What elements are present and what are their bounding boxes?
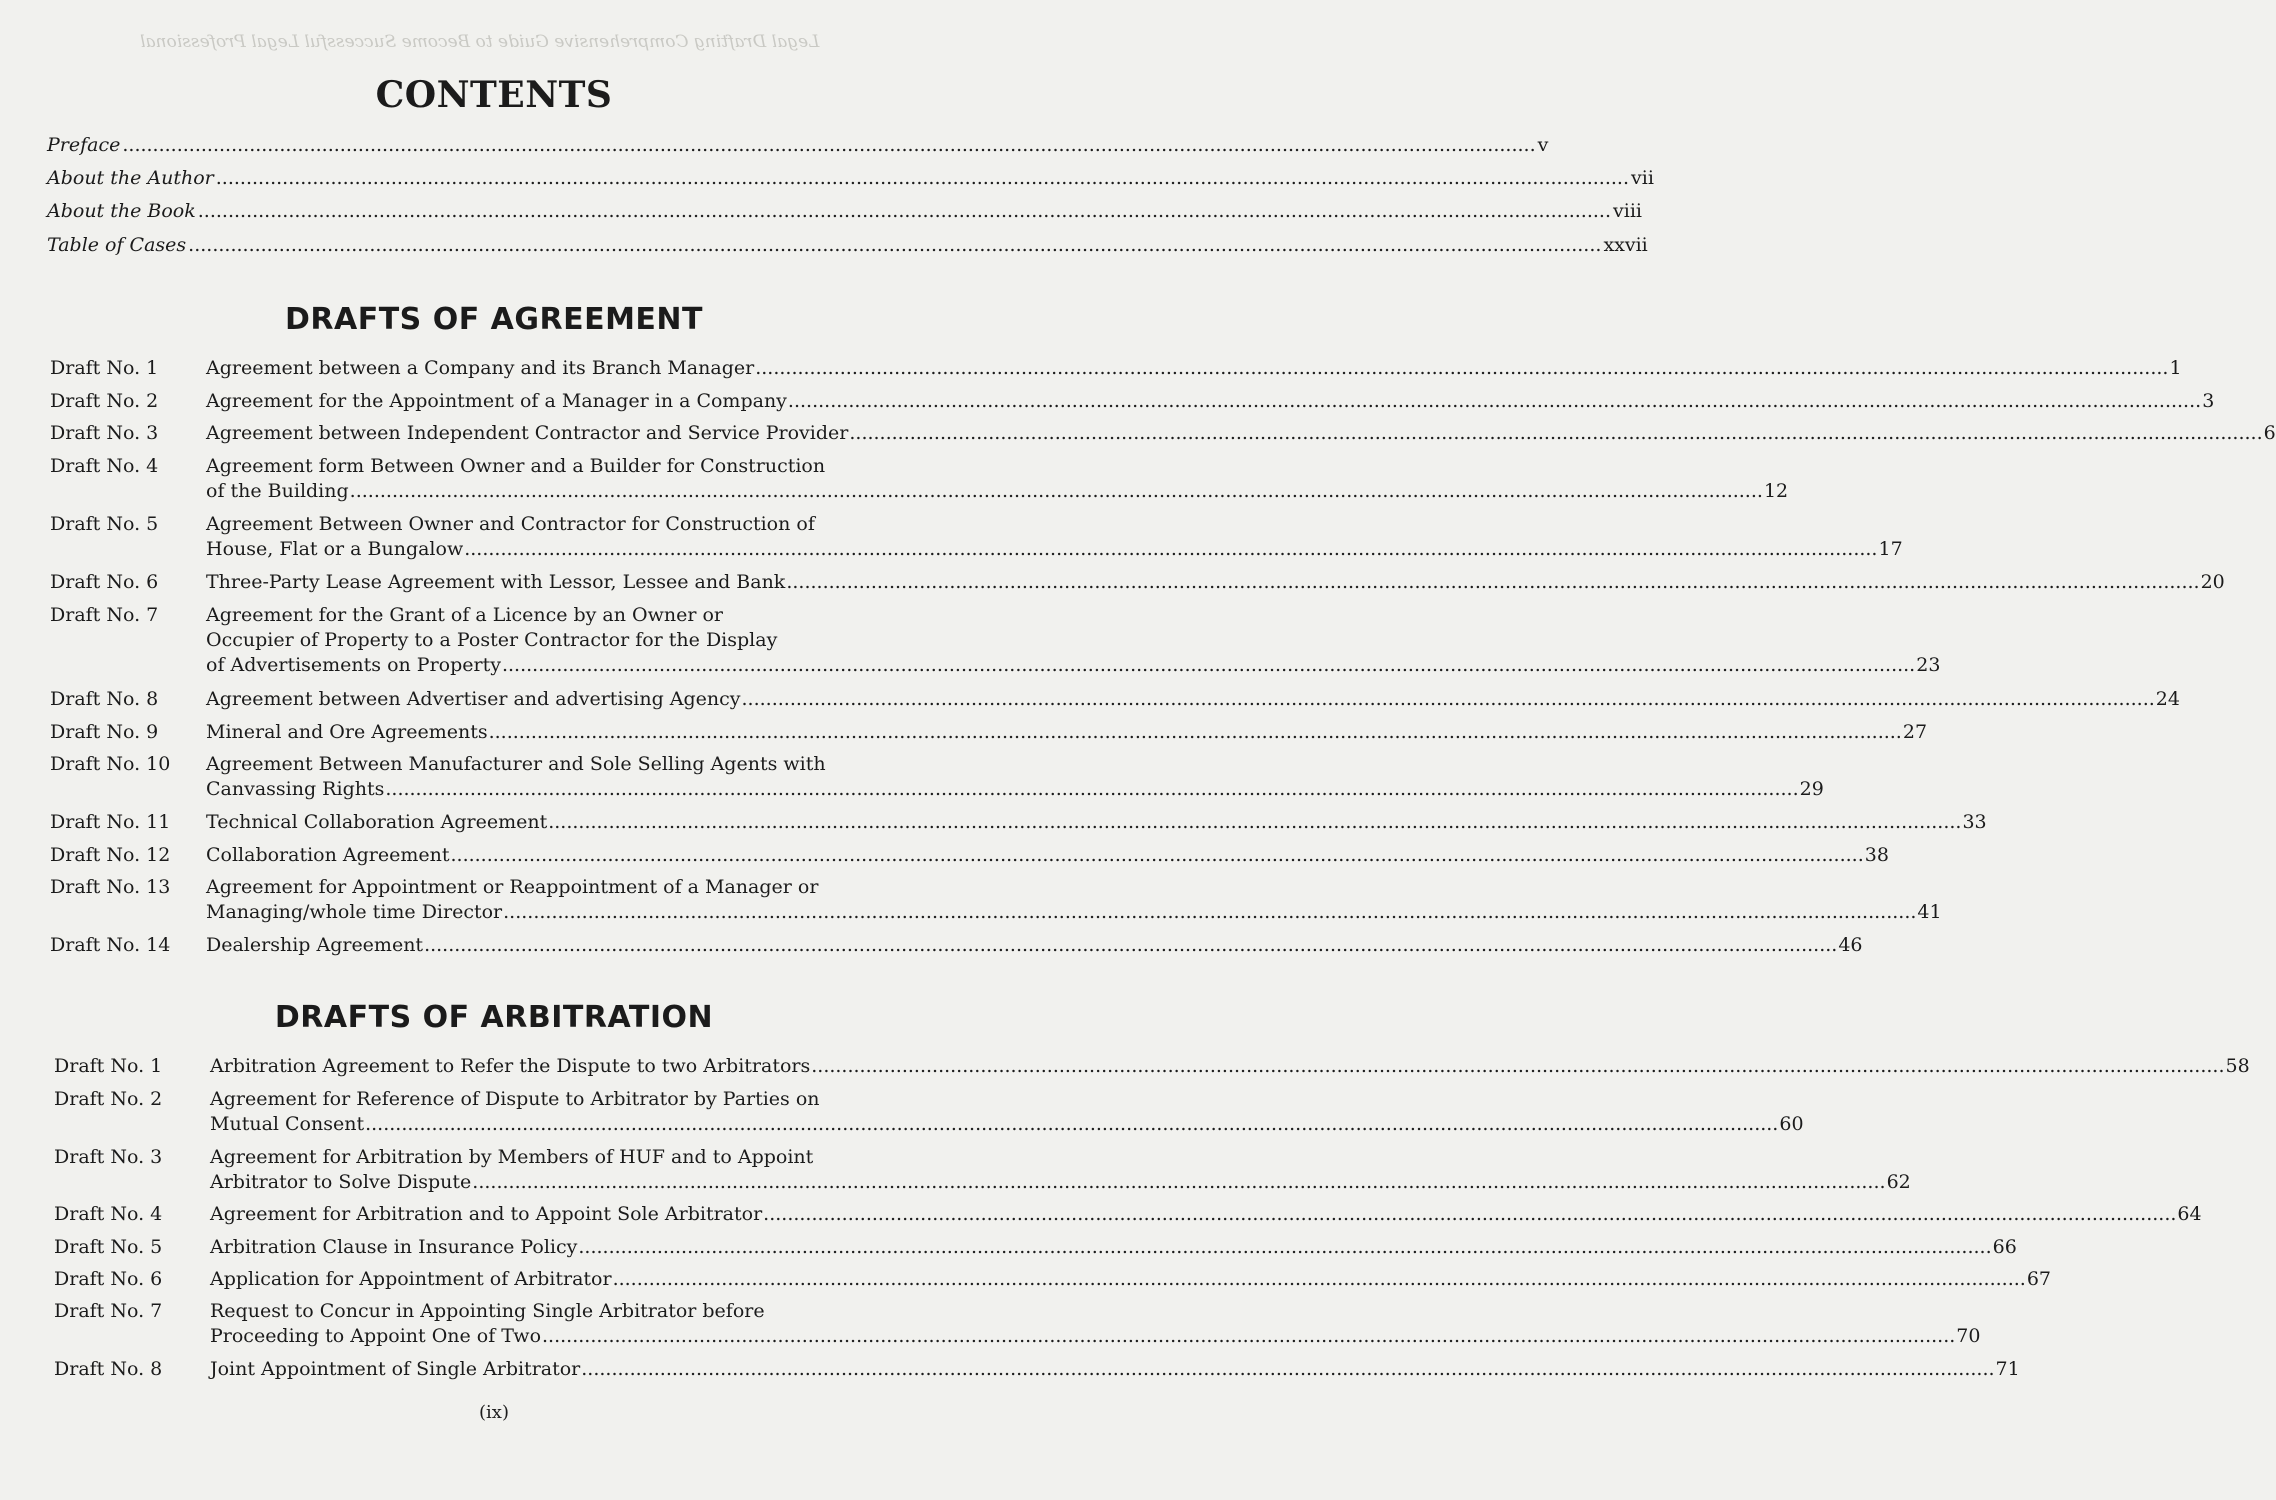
draft-title-line: [206, 687, 2180, 712]
page-title: CONTENTS: [375, 74, 613, 116]
dot-leader: [755, 356, 2168, 381]
draft-title-line: [210, 1145, 1911, 1170]
draft-page: 12: [1763, 480, 1789, 502]
draft-page: 17: [1878, 538, 1903, 560]
toc-entry: [50, 875, 1942, 925]
draft-number: Draft No. 4: [50, 455, 159, 477]
front-matter-label: About the Book: [47, 200, 196, 222]
draft-number: Draft No. 8: [54, 1358, 163, 1380]
draft-title-line: [210, 1324, 1980, 1349]
toc-entry: [50, 421, 2276, 446]
draft-title-text: Agreement for the Grant of a Licence by an Owner or: [206, 604, 723, 626]
draft-title-line: [206, 454, 1788, 479]
draft-title-text: Joint Appointment of Single Arbitrator: [210, 1358, 581, 1380]
dot-leader: [542, 1324, 1955, 1349]
bleed-through-header: Legal Drafting Comprehensive Guide to Become Successful Legal Professional: [140, 32, 820, 52]
draft-title-text: Three-Party Lease Agreement with Lessor, Lessee and Bank: [206, 571, 786, 593]
draft-title-text: Request to Concur in Appointing Single Arbitrator before: [210, 1300, 765, 1322]
dot-leader: [581, 1357, 1994, 1382]
front-matter-item: [47, 232, 1648, 258]
section-title-agreement: DRAFTS OF AGREEMENT: [284, 302, 703, 337]
front-matter-label: About the Author: [47, 167, 214, 189]
page-number: (ix): [479, 1402, 509, 1423]
dot-leader: [849, 421, 2262, 446]
draft-page: 38: [1864, 844, 1889, 866]
toc-entry: [50, 512, 1903, 562]
draft-title: [206, 810, 1987, 835]
draft-page: 24: [2155, 688, 2180, 710]
draft-title: [206, 356, 2182, 381]
draft-page: 41: [1917, 901, 1942, 923]
toc-entry: [54, 1235, 2017, 1260]
draft-number: Draft No. 1: [54, 1055, 163, 1077]
draft-title: [206, 421, 2276, 446]
toc-entry: [50, 720, 1928, 745]
dot-leader: [503, 900, 1916, 925]
draft-page: 46: [1838, 934, 1863, 956]
draft-title-line: [206, 752, 1824, 777]
dot-leader: [489, 720, 1902, 745]
front-matter-page: viii: [1613, 200, 1642, 222]
draft-title-text: Agreement between a Company and its Branch Manager: [206, 357, 755, 379]
front-matter-item: [47, 198, 1642, 224]
draft-title-line: [206, 389, 2214, 414]
draft-title-line: [206, 720, 1927, 745]
dot-leader: [548, 810, 1961, 835]
draft-title: [210, 1357, 2020, 1382]
draft-title-text: of the Building: [206, 480, 349, 502]
toc-entry: [54, 1357, 2020, 1382]
toc-entry: [50, 687, 2180, 712]
draft-title: [206, 512, 1903, 562]
front-matter-item: [47, 132, 1549, 158]
draft-title-text: Agreement form Between Owner and a Builder for Construction: [206, 455, 826, 477]
draft-title-text: House, Flat or a Bungalow: [206, 538, 464, 560]
draft-title: [206, 843, 1889, 868]
dot-leader: [786, 570, 2199, 595]
draft-title-line: [206, 810, 1987, 835]
draft-title-text: Agreement for the Appointment of a Manager in a Company: [206, 390, 787, 412]
draft-number: Draft No. 14: [50, 934, 171, 956]
dot-leader: [502, 653, 1915, 678]
draft-title-line: [210, 1202, 2202, 1227]
dot-leader: [385, 777, 1798, 802]
draft-title-line: [210, 1054, 2250, 1079]
draft-title-text: Agreement for Appointment or Reappointment of a Manager or: [206, 876, 819, 898]
draft-title-line: [206, 777, 1824, 802]
draft-number: Draft No. 5: [50, 513, 159, 535]
draft-title-line: [210, 1267, 2051, 1292]
front-matter-label: Preface: [47, 134, 121, 156]
front-matter-page: v: [1537, 134, 1549, 156]
draft-page: 67: [2026, 1268, 2052, 1290]
dot-leader: [788, 389, 2201, 414]
toc-entry: [50, 389, 2215, 414]
draft-page: 71: [1995, 1358, 2020, 1380]
draft-title-line: [206, 843, 1889, 868]
draft-page: 33: [1962, 811, 1987, 833]
dot-leader: [464, 537, 1877, 562]
draft-title: [206, 720, 1927, 745]
dot-leader: [365, 1112, 1778, 1137]
dot-leader: [811, 1054, 2224, 1079]
draft-title-text: Application for Appointment of Arbitrator: [210, 1268, 612, 1290]
draft-title-line: [210, 1087, 1804, 1112]
draft-page: 60: [1779, 1113, 1804, 1135]
draft-page: 27: [1902, 721, 1928, 743]
draft-title-text: Mutual Consent: [210, 1113, 365, 1135]
draft-title-text: Occupier of Property to a Poster Contractor for the Display: [206, 629, 778, 651]
draft-page: 58: [2225, 1055, 2250, 1077]
draft-number: Draft No. 3: [50, 422, 159, 444]
draft-page: 6: [2263, 422, 2276, 444]
dot-leader: [198, 198, 1611, 224]
draft-title: [206, 454, 1788, 504]
toc-entry: [50, 570, 2225, 595]
draft-number: Draft No. 10: [50, 753, 171, 775]
draft-title: [206, 752, 1824, 802]
toc-entry: [50, 933, 1863, 958]
draft-number: Draft No. 12: [50, 844, 171, 866]
draft-number: Draft No. 11: [50, 811, 171, 833]
draft-title-text: Agreement Between Owner and Contractor for Construction of: [206, 513, 815, 535]
toc-entry: [50, 752, 1824, 802]
draft-number: Draft No. 13: [50, 876, 171, 898]
front-matter-item: [47, 165, 1654, 191]
draft-title-line: [206, 653, 1940, 678]
draft-title: [210, 1054, 2250, 1079]
draft-title-text: Arbitration Agreement to Refer the Dispute to two Arbitrators: [210, 1055, 811, 1077]
draft-number: Draft No. 2: [54, 1088, 163, 1110]
dot-leader: [613, 1267, 2026, 1292]
draft-title-line: [206, 603, 1940, 628]
toc-entry: [50, 356, 2182, 381]
draft-title: [210, 1202, 2202, 1227]
draft-page: 62: [1886, 1171, 1911, 1193]
draft-title: [210, 1087, 1804, 1137]
draft-title: [206, 389, 2214, 414]
draft-title-text: Technical Collaboration Agreement: [206, 811, 548, 833]
draft-title-line: [206, 421, 2276, 446]
dot-leader: [216, 165, 1629, 191]
draft-title-text: Agreement for Arbitration and to Appoint Sole Arbitrator: [210, 1203, 763, 1225]
draft-title-text: Managing/whole time Director: [206, 901, 503, 923]
front-matter-page: xxvii: [1603, 234, 1648, 256]
draft-page: 70: [1956, 1325, 1981, 1347]
draft-title-line: [206, 356, 2182, 381]
dot-leader: [742, 687, 2155, 712]
draft-title: [210, 1145, 1911, 1195]
toc-entry: [50, 843, 1889, 868]
draft-title-line: [206, 537, 1903, 562]
draft-number: Draft No. 6: [50, 571, 159, 593]
dot-leader: [188, 232, 1601, 258]
front-matter-label: Table of Cases: [47, 234, 187, 256]
draft-number: Draft No. 3: [54, 1146, 163, 1168]
draft-page: 1: [2169, 357, 2182, 379]
draft-title-line: [206, 900, 1942, 925]
front-matter-page: vii: [1631, 167, 1654, 189]
toc-entry: [54, 1145, 1911, 1195]
draft-page: 23: [1916, 654, 1941, 676]
draft-title-line: [210, 1357, 2020, 1382]
draft-title-line: [206, 512, 1903, 537]
toc-entry: [54, 1267, 2052, 1292]
draft-number: Draft No. 8: [50, 688, 159, 710]
draft-title-line: [206, 570, 2225, 595]
draft-title-text: Agreement for Arbitration by Members of HUF and to Appoint: [210, 1146, 814, 1168]
draft-title-text: Arbitrator to Solve Dispute: [210, 1171, 472, 1193]
toc-entry: [54, 1087, 1804, 1137]
draft-number: Draft No. 5: [54, 1236, 163, 1258]
draft-page: 66: [1992, 1236, 2017, 1258]
draft-title: [210, 1267, 2051, 1292]
draft-title-text: Collaboration Agreement: [206, 844, 450, 866]
dot-leader: [763, 1202, 2176, 1227]
draft-page: 29: [1799, 778, 1824, 800]
draft-title: [206, 875, 1942, 925]
draft-title-text: Canvassing Rights: [206, 778, 385, 800]
draft-title-line: [206, 875, 1942, 900]
draft-title-text: Mineral and Ore Agreements: [206, 721, 488, 743]
draft-number: Draft No. 9: [50, 721, 159, 743]
dot-leader: [578, 1235, 1991, 1260]
draft-number: Draft No. 2: [50, 390, 159, 412]
draft-title-line: [210, 1299, 1980, 1324]
draft-title-text: Arbitration Clause in Insurance Policy: [210, 1236, 578, 1258]
draft-number: Draft No. 1: [50, 357, 159, 379]
draft-page: 64: [2177, 1203, 2202, 1225]
draft-number: Draft No. 4: [54, 1203, 163, 1225]
toc-entry: [54, 1054, 2250, 1079]
draft-title-text: Dealership Agreement: [206, 934, 424, 956]
draft-title: [206, 570, 2225, 595]
draft-title-line: [210, 1112, 1804, 1137]
draft-title-text: Agreement Between Manufacturer and Sole Selling Agents with: [206, 753, 826, 775]
draft-title-text: Proceeding to Appoint One of Two: [210, 1325, 542, 1347]
toc-entry: [50, 603, 1941, 678]
draft-page: 20: [2200, 571, 2225, 593]
draft-title: [206, 603, 1940, 678]
dot-leader: [122, 132, 1535, 158]
draft-title-text: Agreement between Independent Contractor and Service Provider: [206, 422, 849, 444]
draft-title-text: Agreement for Reference of Dispute to Arbitrator by Parties on: [210, 1088, 820, 1110]
draft-number: Draft No. 7: [54, 1300, 163, 1322]
toc-entry: [54, 1299, 1981, 1349]
draft-title-line: [206, 479, 1788, 504]
dot-leader: [472, 1170, 1885, 1195]
draft-title-text: of Advertisements on Property: [206, 654, 501, 676]
toc-entry: [50, 810, 1987, 835]
draft-page: 3: [2202, 390, 2215, 412]
draft-title-line: [210, 1170, 1911, 1195]
draft-title-text: Agreement between Advertiser and advertising Agency: [206, 688, 741, 710]
dot-leader: [424, 933, 1837, 958]
dot-leader: [350, 479, 1763, 504]
draft-title-line: [206, 933, 1863, 958]
draft-title: [210, 1299, 1980, 1349]
draft-title: [206, 933, 1863, 958]
toc-entry: [54, 1202, 2202, 1227]
draft-title: [206, 687, 2180, 712]
toc-entry: [50, 454, 1789, 504]
draft-title-line: [206, 628, 1940, 653]
section-title-arbitration: DRAFTS OF ARBITRATION: [274, 1000, 714, 1035]
draft-title-line: [210, 1235, 2017, 1260]
draft-title: [210, 1235, 2017, 1260]
draft-number: Draft No. 6: [54, 1268, 163, 1290]
draft-number: Draft No. 7: [50, 604, 159, 626]
dot-leader: [450, 843, 1863, 868]
